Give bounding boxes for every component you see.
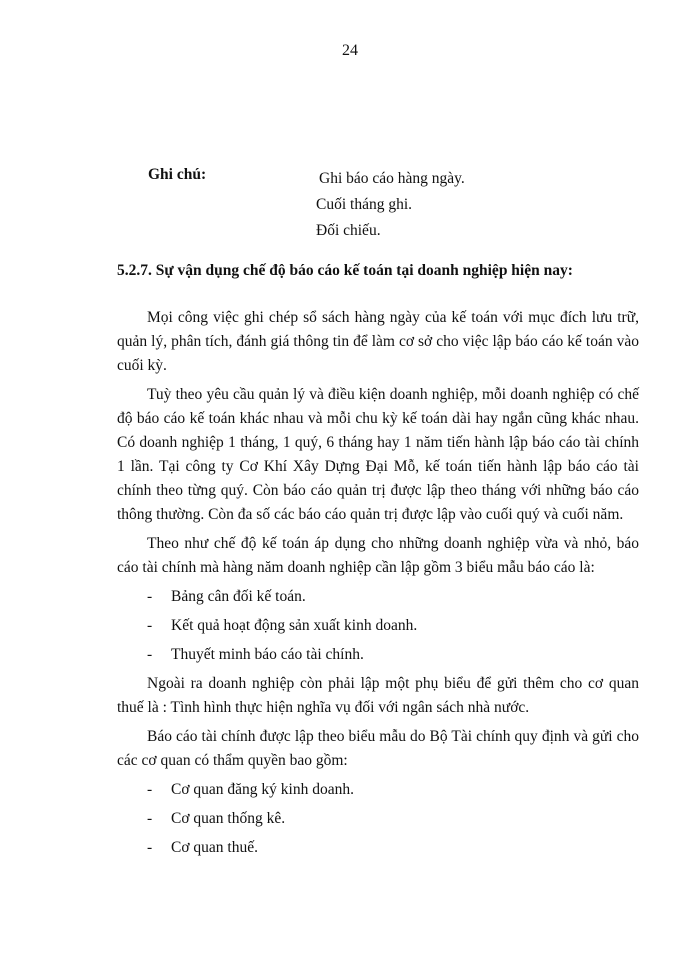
list-item-text: Thuyết minh báo cáo tài chính. <box>171 646 364 663</box>
bullet-dash: - <box>147 617 153 634</box>
paragraph: Tuỳ theo yêu cầu quản lý và điều kiện doanh nghiệp, mỗi doanh nghiệp có chế độ báo cáo kế toán khác nhau và mỗi chu kỳ kế toán dài hay ngắn cũng khác nhau. Có doanh nghiệp 1 tháng, 1 quý, 6 tháng hay 1 năm tiến hành lập báo cáo tài chính 1 lần. Tại công ty Cơ Khí Xây Dựng Đại Mỗ, kế toán tiến hành lập báo cáo tài chính theo từng quý. Còn báo cáo quản trị được lập theo tháng với những báo cáo thông thường. Còn đa số các báo cáo quản trị được lập vào cuối quý và cuối năm. <box>117 386 639 523</box>
note-line: Đối chiếu. <box>316 222 381 239</box>
paragraph: Mọi công việc ghi chép sổ sách hàng ngày của kế toán với mục đích lưu trữ, quản lý, phân tích, đánh giá thông tin để làm cơ sở cho việc lập báo cáo kế toán vào cuối kỳ. <box>117 309 639 374</box>
bullet-dash: - <box>147 781 153 798</box>
list-item <box>117 836 639 860</box>
bullet-dash: - <box>147 839 153 856</box>
note-line: Cuối tháng ghi. <box>316 196 413 213</box>
section-body <box>117 306 639 865</box>
list-item-text: Bảng cân đối kế toán. <box>171 588 306 605</box>
note-line: Ghi báo cáo hàng ngày. <box>319 170 465 187</box>
section-heading: 5.2.7. Sự vận dụng chế độ báo cáo kế toán tại doanh nghiệp hiện nay: <box>117 262 573 279</box>
list-item <box>117 778 639 802</box>
list-item <box>117 807 639 831</box>
report-forms-list <box>117 585 639 667</box>
paragraph: Ngoài ra doanh nghiệp còn phải lập một phụ biểu để gửi thêm cho cơ quan thuế là : Tình hình thực hiện nghĩa vụ đối với ngân sách nhà nước. <box>117 675 639 716</box>
note-lines <box>316 166 465 244</box>
paragraph: Báo cáo tài chính được lập theo biểu mẫu do Bộ Tài chính quy định và gửi cho các cơ quan có thẩm quyền bao gồm: <box>117 728 639 769</box>
paragraph: Theo như chế độ kế toán áp dụng cho những doanh nghiệp vừa và nhỏ, báo cáo tài chính mà hàng năm doanh nghiệp cần lập gồm 3 biểu mẫu báo cáo là: <box>117 535 639 576</box>
bullet-dash: - <box>147 588 153 605</box>
list-item-text: Cơ quan thuế. <box>171 839 258 856</box>
list-item <box>117 585 639 609</box>
note-label: Ghi chú: <box>148 166 207 183</box>
bullet-dash: - <box>147 646 153 663</box>
page-number: 24 <box>342 42 358 59</box>
recipient-agencies-list <box>117 778 639 860</box>
list-item <box>117 643 639 667</box>
bullet-dash: - <box>147 810 153 827</box>
list-item-text: Kết quả hoạt động sản xuất kinh doanh. <box>171 617 418 634</box>
list-item <box>117 614 639 638</box>
list-item-text: Cơ quan đăng ký kinh doanh. <box>171 781 354 798</box>
list-item-text: Cơ quan thống kê. <box>171 810 286 827</box>
